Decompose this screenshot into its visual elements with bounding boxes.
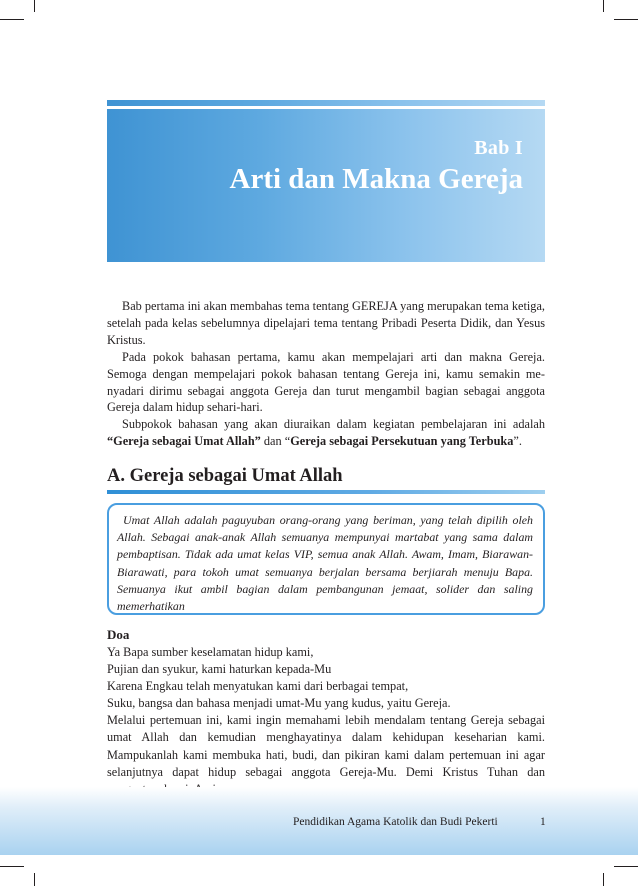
- subtopic-1: “Gereja sebagai Umat Allah”: [107, 434, 261, 449]
- crop-mark: [0, 866, 24, 867]
- definition-text: Umat Allah adalah paguyuban orang-orang yang beriman, yang telah dipilih oleh Allah. Sebagai anak-anak Allah semuanya mempunyai martabat yang sama dalam pembaptisan. Tidak ada umat kelas VIP, semua anak Allah. Awam, Imam, Biarawan-Biarawati, para tokoh umat semuanya berjalan bersama berjiarah menuju Bapa. Semuanya ikut ambil bagian dalam pembangunan jemaat, solider dan saling memerhatikan: [117, 513, 533, 614]
- intro-paragraph: Pada pokok bahasan pertama, kamu akan mempelajari arti dan makna Gereja. Semoga dengan mempelajari pokok bahasan tentang Gereja ini, kamu semakin menyadari dirimu sebagai anggota Gereja dan turut mengambil bagian sebagai anggota Gereja dalam hidup sehari-hari.: [107, 349, 545, 415]
- definition-box: [107, 503, 545, 615]
- section-heading: A. Gereja sebagai Umat Allah: [107, 466, 343, 486]
- prayer-heading: Doa: [107, 627, 130, 642]
- intro-paragraph: [107, 416, 545, 450]
- prayer-line: Pujian dan syukur, kami haturkan kepada-Mu: [107, 662, 332, 677]
- page-number: 1: [540, 816, 546, 828]
- prayer-paragraph: Melalui pertemuan ini, kami ingin memahami lebih mendalam tentang Gereja sebagai umat Allah dan kemudian menghayatinya dalam kehidupan keseharian kami. Mampukanlah kami membuka hati, budi, dan pikiran kami dalam pertemuan ini agar selanjutnya dapat hidup sebagai anggota Gereja-Mu. Demi Kristus Tuhan dan: [107, 713, 545, 779]
- prayer-line: Ya Bapa sumber keselamatan hidup kami,: [107, 645, 314, 659]
- section-rule: [107, 490, 545, 494]
- crop-mark: [603, 0, 604, 12]
- crop-mark: [603, 873, 604, 886]
- closing-quote: ”.: [513, 434, 522, 449]
- crop-mark: [614, 19, 638, 20]
- prayer-line: Karena Engkau telah menyatukan kami dari berbagai tempat,: [107, 679, 409, 694]
- crop-mark: [34, 873, 35, 886]
- intro-text: [107, 298, 545, 450]
- intro-paragraph: Bab pertama ini akan membahas tema tentang GEREJA yang merupakan tema ketiga, setelah pada kelas sebelumnya dipelajari tema tentang Pribadi Peserta Didik, dan Yesus Kristus.: [107, 299, 545, 347]
- banner-rule: [107, 106, 545, 109]
- chapter-title: Arti dan Makna Gereja: [229, 163, 523, 195]
- chapter-banner: [107, 100, 545, 262]
- crop-mark: [0, 19, 24, 20]
- conjunction: dan “: [260, 434, 291, 449]
- subtopic-2: Gereja sebagai Persekutuan yang Terbuka: [290, 434, 514, 449]
- book-title: Pendidikan Agama Katolik dan Budi Pekerti: [293, 816, 498, 828]
- crop-mark: [614, 866, 638, 867]
- chapter-label: Bab I: [474, 137, 523, 159]
- intro-paragraph-text: Subpokok bahasan yang akan diuraikan dalam kegiatan pembelajaran ini adalah: [122, 417, 545, 432]
- crop-mark: [34, 0, 35, 12]
- prayer-line: Suku, bangsa dan bahasa menjadi umat-Mu yang kudus, yaitu Gereja.: [107, 696, 451, 711]
- prayer-text: [107, 644, 545, 798]
